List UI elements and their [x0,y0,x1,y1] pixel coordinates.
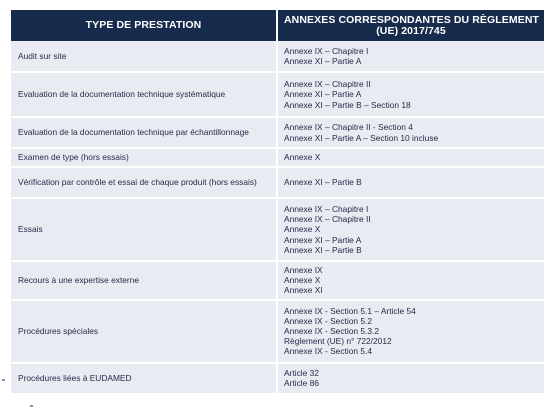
annexe-item: Annexe X [284,224,321,235]
annexes-cell [277,148,544,167]
decorative-dot [2,379,5,381]
prestation-cell: Procédures spéciales [11,300,277,363]
table-row [11,72,544,117]
annexe-item: Annexe IX – Chapitre II [284,214,371,225]
header-annexes-line1: ANNEXES CORRESPONDANTES DU RÈGLEMENT [284,13,540,26]
prestation-cell: Evaluation de la documentation technique par échantillonnage [11,117,277,148]
prestation-cell: Evaluation de la documentation technique systématique [11,72,277,117]
annexes-cell [277,117,544,148]
annexe-item: Annexe IX [284,265,323,275]
annexe-item: Annexe IX – Chapitre II [284,79,371,90]
prestation-cell: Audit sur site [11,41,277,72]
table-row [11,117,544,148]
decorative-dot [30,405,33,407]
annexes-cell [277,198,544,261]
annexes-cell [277,300,544,363]
annexe-item: Annexe XI – Partie B [284,177,362,188]
annexe-item: Annexe IX – Chapitre I [284,203,369,214]
annexe-item: Annexe XI – Partie B [284,244,362,255]
annexe-item: Annexe X [284,152,321,163]
annexe-item: Annexe XI – Partie A – Section 10 incluse [284,132,439,143]
annexe-item: Article 32 [284,367,319,378]
annexe-item: Annexe IX - Section 5.2 [284,315,372,326]
prestation-cell: Examen de type (hors essais) [11,148,277,167]
prestation-cell: Essais [11,198,277,261]
annexe-item: Annexe IX - Section 5.3.2 [284,326,379,336]
table-row [11,41,544,72]
table-row [11,261,544,300]
prestation-cell: Vérification par contrôle et essai de chaque produit (hors essais) [11,167,277,198]
header-type-prestation: TYPE DE PRESTATION [11,10,277,41]
annexe-item: Règlement (UE) n° 722/2012 [284,336,392,347]
annexes-cell [277,261,544,300]
annexe-item: Annexe XI – Partie A [284,56,362,66]
header-annexes [277,10,544,41]
table-row [11,198,544,261]
table-row [11,363,544,394]
header-annexes-line2: (UE) 2017/745 [376,24,446,37]
prestation-cell: Recours à une expertise externe [11,261,277,300]
annexe-item: Article 86 [284,378,319,389]
annexe-item: Annexe XI – Partie A [284,234,362,245]
annexe-item: Annexe IX – Chapitre II - Section 4 [284,122,413,133]
annexe-item: Annexe IX – Chapitre I [284,45,369,56]
table-header-row [11,10,544,41]
annexe-item: Annexe X [284,275,321,286]
prestations-table [11,10,544,395]
table-row [11,300,544,363]
annexe-item: Annexe IX - Section 5.4 [284,346,372,357]
table-row [11,167,544,198]
annexes-cell [277,41,544,72]
table-row [11,148,544,167]
annexe-item: Annexe XI – Partie B – Section 18 [284,99,411,110]
annexe-item: Annexe XI – Partie A [284,89,362,100]
annexe-item: Annexe IX - Section 5.1 – Article 54 [284,305,416,316]
table-body [11,41,544,394]
annexes-cell [277,363,544,394]
annexe-item: Annexe XI [284,285,323,296]
prestation-cell: Procédures liées à EUDAMED [11,363,277,394]
annexes-cell [277,167,544,198]
annexes-cell [277,72,544,117]
